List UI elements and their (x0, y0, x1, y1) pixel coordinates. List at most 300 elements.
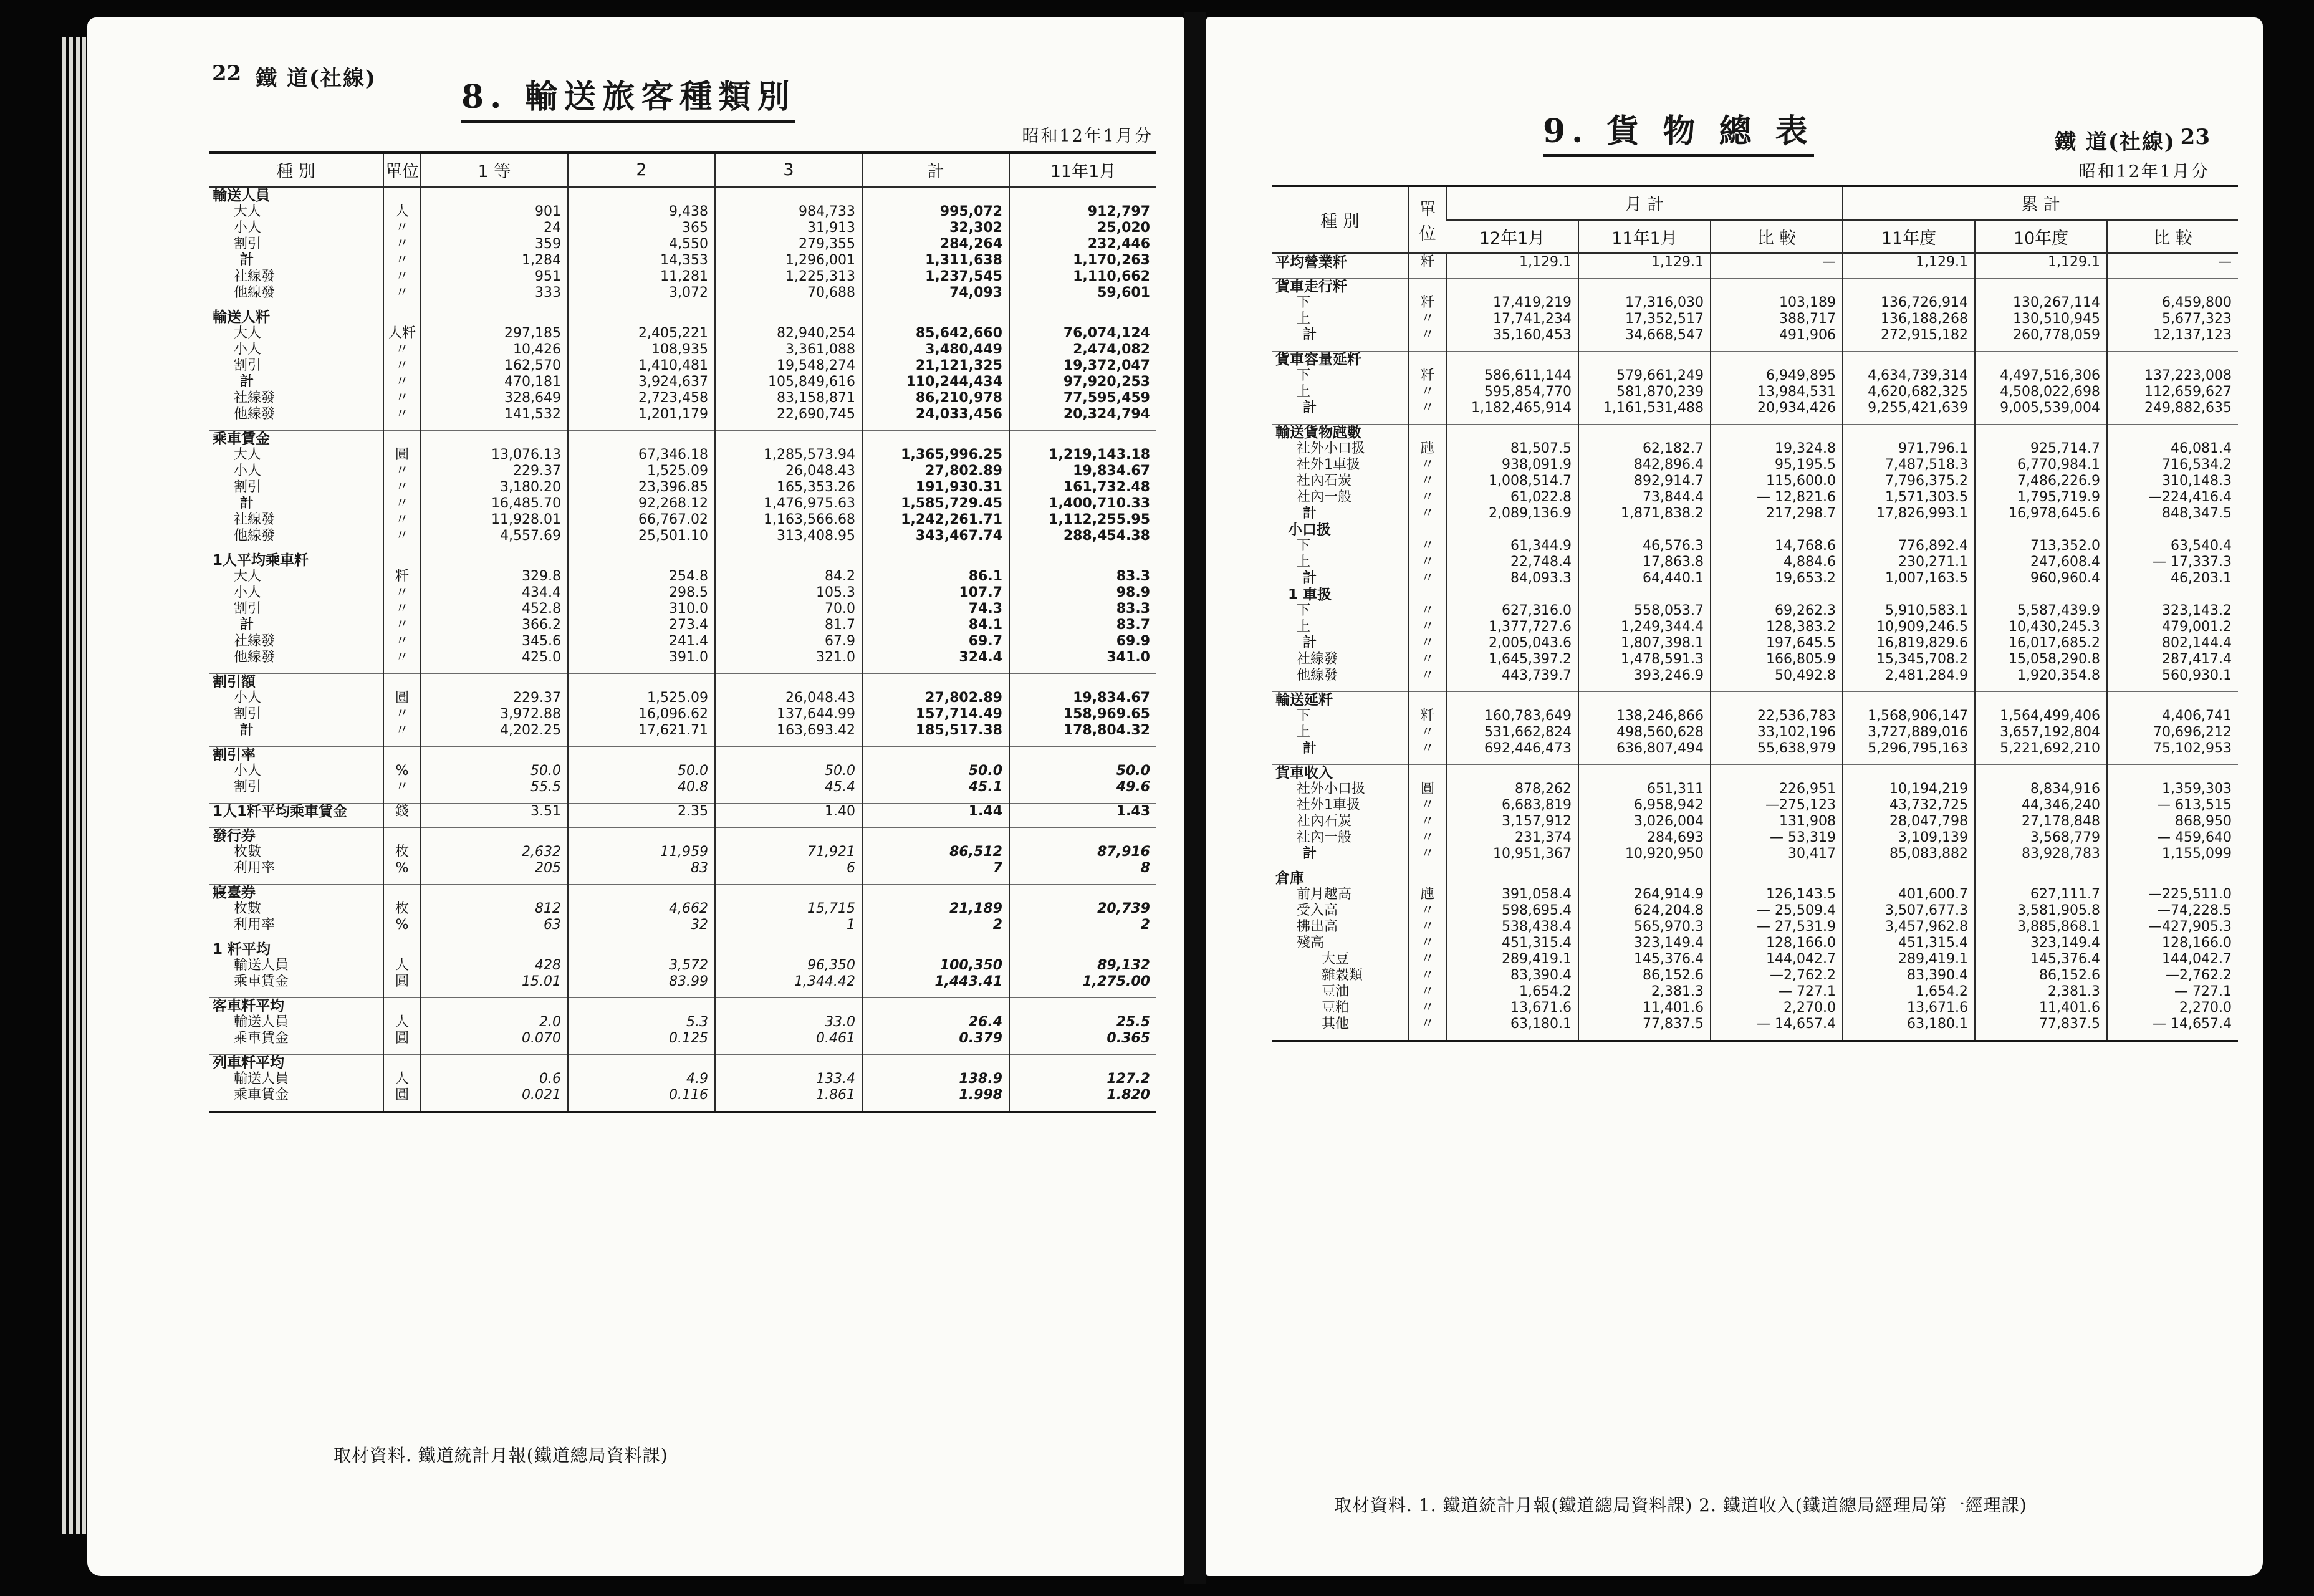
cell-value: 7,796,375.2 (1885, 473, 1969, 489)
cell-value (1010, 941, 1156, 958)
cell-value: 229.37 (513, 463, 561, 479)
cell-value: — 459,640 (2157, 830, 2232, 845)
cell-value: 69,262.3 (1775, 603, 1836, 618)
row-label: 下 (1297, 603, 1311, 618)
cell-value: 166,805.9 (1766, 651, 1836, 667)
table-row-group (1272, 870, 2238, 1041)
cell-value: 26,048.43 (785, 690, 855, 706)
cell-value: 69.9 (1116, 633, 1150, 649)
unit-cell (1409, 425, 1446, 692)
cell-value: 77,595,459 (1063, 390, 1150, 406)
cell-value: 0.365 (1107, 1031, 1150, 1046)
cell-value: 1,476,975.63 (764, 496, 855, 511)
cell-value: 802,144.4 (2162, 635, 2232, 651)
cell-value: 1,365,996.25 (901, 447, 1002, 463)
cell-value: 22,748.4 (1510, 554, 1572, 570)
cell-value: 162,570 (504, 358, 561, 373)
cell-value: 5,587,439.9 (2017, 603, 2101, 618)
column-header: 計 (862, 153, 1009, 187)
row-label: 計 (1303, 635, 1317, 651)
row-label: 割引 (234, 779, 262, 795)
cell-value: 16,485.70 (491, 496, 561, 511)
row-unit: 人 (395, 958, 409, 973)
cell-value: 1,478,591.3 (1621, 651, 1704, 667)
row-unit: 〃 (1420, 724, 1434, 740)
cell-value: —2,762.2 (2166, 968, 2232, 983)
cell-value (421, 828, 567, 844)
column-header: 11年1月 (1009, 153, 1156, 187)
row-label: 他線發 (234, 650, 276, 665)
cell-value (1447, 870, 1578, 887)
cell-value: 579,661,249 (1616, 368, 1704, 383)
cell-value: 92,268.12 (638, 496, 708, 511)
row-label: 乘車賃金 (234, 1087, 289, 1103)
cell-value: 1,129.1 (1916, 254, 1969, 270)
row-label: 大人 (234, 447, 262, 463)
row-label: 殘高 (1297, 935, 1325, 951)
cell-value: 128,166.0 (2162, 935, 2232, 951)
row-unit (1409, 587, 1446, 603)
row-label: 社線發 (1297, 651, 1338, 667)
value-cell (715, 552, 862, 674)
cell-value: 3,572 (669, 958, 708, 973)
row-unit: 粁 (1420, 295, 1434, 310)
cell-value: 6,958,942 (1634, 797, 1704, 813)
row-label: 寢臺券 (213, 885, 256, 901)
row-unit (1409, 522, 1446, 538)
cell-value: 241.4 (669, 633, 708, 649)
row-label-cell (209, 828, 383, 885)
cell-value (569, 188, 714, 204)
row-unit (384, 431, 420, 447)
row-label: 枚數 (234, 901, 262, 916)
cell-value: 232,446 (1087, 236, 1150, 252)
cell-value: — (2218, 254, 2232, 270)
value-cell (1009, 941, 1156, 998)
cell-value: — 727.1 (1779, 984, 1836, 999)
cell-value: 313,408.95 (777, 528, 855, 544)
cell-value: 1,377,727.6 (1489, 619, 1572, 635)
table-row-group (209, 187, 1156, 309)
row-label: 社內一般 (1297, 489, 1352, 505)
row-unit: 枚 (395, 901, 409, 916)
cell-value: 323,149.4 (2030, 935, 2101, 951)
cell-value: 61,344.9 (1510, 538, 1572, 554)
value-cell (715, 309, 862, 431)
column-header: 3 (715, 153, 862, 187)
cell-value: 470,181 (504, 374, 561, 390)
row-unit: 圓 (1420, 781, 1434, 797)
cell-value: 912,797 (1087, 204, 1150, 219)
cell-value: 17,863.8 (1643, 554, 1704, 570)
row-label: 下 (1297, 708, 1311, 724)
cell-value: 86.1 (968, 569, 1002, 584)
value-cell (568, 998, 715, 1055)
cell-value: 1,807,398.1 (1621, 635, 1704, 651)
cell-value: 128,166.0 (1766, 935, 1836, 951)
cell-value (716, 188, 862, 204)
cell-value (569, 674, 714, 690)
value-cell (2107, 254, 2238, 279)
cell-value: 636,807,494 (1616, 741, 1704, 756)
cell-value: 30,417 (1788, 846, 1836, 862)
row-label: 輸送人員 (234, 1071, 289, 1087)
cell-value: 0.070 (522, 1031, 561, 1046)
table-row-group (1272, 692, 2238, 765)
cell-value: 50.0 (825, 763, 855, 779)
cell-value: 83.99 (669, 974, 708, 989)
cell-value: 95,195.5 (1775, 457, 1836, 473)
cell-value: —275,123 (1765, 797, 1836, 813)
row-label: 輸送人粁 (213, 309, 270, 325)
cell-value: 19,653.2 (1775, 570, 1836, 586)
value-cell (568, 187, 715, 309)
cell-value (421, 998, 567, 1014)
cell-value: 105.3 (816, 585, 855, 600)
row-label: 上 (1297, 384, 1311, 400)
cell-value: 401,600.7 (1898, 887, 1969, 902)
value-cell (862, 309, 1009, 431)
cell-value: 2,381.3 (2048, 984, 2101, 999)
column-header: 11年度 (1843, 220, 1975, 254)
row-unit: 〃 (395, 585, 409, 600)
cell-value: 31,913 (807, 220, 855, 236)
cell-value: 598,695.4 (1502, 903, 1572, 918)
cell-value: 3,507,677.3 (1885, 903, 1969, 918)
cell-value: 100,350 (939, 958, 1002, 973)
row-label: 計 (1303, 506, 1317, 521)
cell-value: 2,632 (522, 844, 561, 860)
cell-value: 581,870,239 (1616, 384, 1704, 400)
cell-value: — 27,531.9 (1757, 919, 1836, 935)
cell-value: 131,908 (1779, 814, 1836, 829)
row-label: 輸送貨物瓲數 (1275, 425, 1361, 441)
cell-value: 10,426 (513, 342, 561, 357)
value-cell (1975, 352, 2107, 425)
cell-value: 77,837.5 (1643, 1016, 1704, 1032)
cell-value: 1.44 (968, 804, 1002, 819)
cell-value: 66,767.02 (638, 512, 708, 527)
cell-value: 1,182,465,914 (1471, 400, 1572, 416)
cell-value: 951 (535, 269, 561, 284)
value-cell (1975, 765, 2107, 870)
row-unit: 圓 (395, 974, 409, 989)
cell-value: 1,285,573.94 (764, 447, 855, 463)
table-row-group (1272, 765, 2238, 870)
cell-value: 249,882,635 (2144, 400, 2232, 416)
running-head: 鐵 道(社線) (2054, 130, 2176, 155)
cell-value: 2,723,458 (638, 390, 708, 406)
cell-value (1711, 692, 1842, 708)
cell-value (1976, 522, 2106, 538)
cell-value: 83,928,783 (2022, 846, 2101, 862)
cell-value: 1,163,566.68 (764, 512, 855, 527)
cell-value: 5,296,795,163 (1868, 741, 1969, 756)
table-row-group (1272, 279, 2238, 352)
cell-value: 98.9 (1116, 585, 1150, 600)
row-unit: 〃 (1420, 1000, 1434, 1016)
cell-value (569, 309, 714, 325)
row-label-cell (209, 674, 383, 747)
row-unit: 〃 (1420, 473, 1434, 489)
cell-value: 108,935 (651, 342, 708, 357)
cell-value (1010, 552, 1156, 569)
cell-value: 4,550 (669, 236, 708, 252)
cell-value: 4,620,682,325 (1868, 384, 1969, 400)
cell-value: 97,920,253 (1063, 374, 1150, 390)
row-label: 小人 (234, 585, 262, 600)
unit-cell (1409, 870, 1446, 1041)
row-unit: 〃 (1420, 830, 1434, 845)
table-row-group (1272, 425, 2238, 692)
book-gutter (1184, 12, 1206, 1584)
cell-value (863, 674, 1009, 690)
cell-value (716, 1055, 862, 1071)
cell-value (1010, 1055, 1156, 1071)
row-unit (384, 828, 420, 844)
cell-value: 391,058.4 (1502, 887, 1572, 902)
row-unit: 〃 (1420, 984, 1434, 999)
column-header: 種 別 (209, 153, 383, 187)
cell-value (1010, 998, 1156, 1014)
cell-value: 178,804.32 (1063, 723, 1150, 738)
cell-value (1976, 425, 2106, 441)
cell-value: 2,474,082 (1073, 342, 1150, 357)
value-cell (1009, 309, 1156, 431)
value-cell (1578, 692, 1711, 765)
cell-value: 158,969.65 (1063, 706, 1150, 722)
cell-value: 21,121,325 (915, 358, 1002, 373)
cell-value: 4,557.69 (500, 528, 561, 544)
cell-value: 205 (535, 860, 561, 876)
value-cell (1446, 425, 1578, 692)
row-label: 計 (240, 374, 254, 390)
cell-value: 45.1 (968, 779, 1002, 795)
value-cell (1711, 692, 1843, 765)
cell-value: 1,564,499,406 (2000, 708, 2101, 724)
cell-value: 925,714.7 (2030, 441, 2101, 456)
cell-value: 85,642,660 (915, 325, 1002, 341)
value-cell (862, 1055, 1009, 1112)
row-unit: 枚 (395, 844, 409, 860)
table-header-row (209, 153, 1156, 187)
table-row-group (209, 747, 1156, 804)
row-label: 輸送人員 (213, 188, 270, 204)
cell-value: 136,188,268 (1881, 311, 1969, 327)
cell-value: 231,374 (1515, 830, 1572, 845)
cell-value: 288,454.38 (1063, 528, 1150, 544)
cell-value: 45.4 (825, 779, 855, 795)
cell-value (421, 674, 567, 690)
cell-value: 82,940,254 (777, 325, 855, 341)
cell-value: 13,076.13 (491, 447, 561, 463)
cell-value (1976, 765, 2106, 781)
cell-value: 191,930.31 (915, 479, 1002, 495)
cell-value: 138.9 (959, 1071, 1002, 1087)
cell-value: 1,311,638 (925, 252, 1002, 268)
value-cell (1711, 425, 1843, 692)
cell-value: 1,525.09 (647, 690, 708, 706)
cell-value: 491,906 (1779, 327, 1836, 343)
cell-value (1579, 765, 1710, 781)
cell-value: 984,733 (799, 204, 855, 219)
row-unit: 〃 (1420, 903, 1434, 918)
row-unit: 〃 (395, 285, 409, 300)
cell-value: 69.7 (968, 633, 1002, 649)
cell-value: 692,446,473 (1484, 741, 1572, 756)
row-label: 他線發 (234, 528, 276, 544)
cell-value (1579, 425, 1710, 441)
unit-cell (1409, 692, 1446, 765)
cell-value: 10,951,367 (1493, 846, 1572, 862)
cell-value: — 613,515 (2157, 797, 2232, 813)
cell-value: 842,896.4 (1634, 457, 1704, 473)
cell-value: 3,157,912 (1502, 814, 1572, 829)
cell-value (863, 885, 1009, 901)
cell-value (716, 941, 862, 958)
cell-value: 35,160,453 (1493, 327, 1572, 343)
cell-value: 1,129.1 (1651, 254, 1704, 270)
cell-value (569, 885, 714, 901)
value-cell (1975, 279, 2107, 352)
cell-value: 161,732.48 (1063, 479, 1150, 495)
row-label: 上 (1297, 724, 1311, 740)
table-row-group (209, 1055, 1156, 1112)
cell-value: — 727.1 (2174, 984, 2232, 999)
row-label: 1人1粁平均乘車賃金 (213, 804, 348, 820)
cell-value: 67.9 (825, 633, 855, 649)
cell-value: 333 (535, 285, 561, 300)
cell-value: 388,717 (1779, 311, 1836, 327)
cell-value: 6,770,984.1 (2017, 457, 2101, 473)
cell-value: 892,914.7 (1634, 473, 1704, 489)
value-cell (1578, 352, 1711, 425)
row-unit: 〃 (1420, 489, 1434, 505)
cell-value: 83 (691, 860, 708, 876)
cell-value: 62,182.7 (1643, 441, 1704, 456)
row-unit: 〃 (1420, 603, 1434, 618)
value-cell (715, 828, 862, 885)
row-label: 社外1車扱 (1297, 457, 1360, 473)
cell-value: 32,302 (949, 220, 1002, 236)
value-cell (1578, 425, 1711, 692)
cell-value: 7,487,518.3 (1885, 457, 1969, 473)
cell-value: 17,419,219 (1493, 295, 1572, 310)
cell-value: 1.861 (816, 1087, 855, 1103)
cell-value: 498,560,628 (1616, 724, 1704, 740)
row-label: 他線發 (234, 406, 276, 422)
cell-value (421, 885, 567, 901)
value-cell (1578, 765, 1711, 870)
cell-value (1447, 425, 1578, 441)
cell-value: 287,417.4 (2162, 651, 2232, 667)
value-cell (1711, 279, 1843, 352)
cell-value (1843, 765, 1974, 781)
cell-value: 1,654.2 (1519, 984, 1572, 999)
cell-value: —224,416.4 (2148, 489, 2232, 505)
cell-value: 1,129.1 (2048, 254, 2101, 270)
cell-value: 451,315.4 (1502, 935, 1572, 951)
cell-value (1711, 279, 1842, 295)
cell-value: 86,152.6 (1643, 968, 1704, 983)
cell-value: 4,406,741 (2162, 708, 2232, 724)
value-cell (2107, 765, 2238, 870)
cell-value: 17,741,234 (1493, 311, 1572, 327)
value-cell (862, 885, 1009, 941)
cell-value: 2,089,136.9 (1489, 506, 1572, 521)
row-unit: 〃 (1420, 457, 1434, 473)
row-label: 豆粕 (1322, 1000, 1350, 1016)
cell-value: 55.5 (530, 779, 561, 795)
cell-value: 86,152.6 (2039, 968, 2101, 983)
cell-value: 2.35 (678, 804, 708, 819)
row-unit: 〃 (395, 479, 409, 495)
cell-value: 289,419.1 (1898, 951, 1969, 967)
row-unit: 〃 (395, 723, 409, 738)
cell-value: 284,264 (939, 236, 1002, 252)
row-unit: 〃 (1420, 400, 1434, 416)
cell-value: 27,802.89 (925, 463, 1002, 479)
cell-value: 7,486,226.9 (2017, 473, 2101, 489)
value-cell (715, 941, 862, 998)
cell-value: 64,440.1 (1643, 570, 1704, 586)
row-label: 計 (1303, 741, 1317, 756)
row-label: 其他 (1322, 1016, 1350, 1032)
row-label-cell (209, 941, 383, 998)
cell-value: 1,443.41 (934, 974, 1002, 989)
row-label: 乘車賃金 (234, 1031, 289, 1046)
table-row-group (209, 941, 1156, 998)
cell-value: 1,161,531,488 (1603, 400, 1704, 416)
cell-value (1711, 425, 1842, 441)
cell-value: 1,008,514.7 (1489, 473, 1572, 489)
cell-value: 70,696,212 (2153, 724, 2232, 740)
row-label: 1人平均乘車粁 (213, 552, 309, 569)
cell-value (421, 309, 567, 325)
row-label: 平均營業粁 (1275, 254, 1347, 271)
table-title-text: 貨 物 總 表 (1606, 112, 1814, 150)
source-note: 取材資料. 鐵道統計月報(鐵道總局資料課) (334, 1445, 668, 1466)
row-unit: 〃 (395, 236, 409, 252)
row-label: 前月越高 (1297, 887, 1352, 902)
cell-value: 434.4 (522, 585, 561, 600)
row-unit (384, 941, 420, 958)
row-label: 枚數 (234, 844, 262, 860)
stacked-page-edges (62, 37, 87, 1534)
cell-value (2108, 279, 2238, 295)
row-unit: 〃 (1420, 538, 1434, 554)
cell-value: 9,005,539,004 (2000, 400, 2101, 416)
cell-value: —74,228.5 (2157, 903, 2232, 918)
cell-value (1843, 425, 1974, 441)
unit-cell (383, 1055, 421, 1112)
row-label: 割引 (234, 358, 262, 373)
cell-value: 995,072 (939, 204, 1002, 219)
row-unit: 〃 (1420, 570, 1434, 586)
cell-value: 1,249,344.4 (1621, 619, 1704, 635)
cell-value: 160,783,649 (1484, 708, 1572, 724)
table-row-group (209, 431, 1156, 552)
row-label: 小人 (234, 763, 262, 779)
row-unit: 〃 (395, 358, 409, 373)
running-head: 鐵 道(社線) (256, 66, 377, 91)
cell-value: 1,654.2 (1916, 984, 1969, 999)
row-unit: 〃 (395, 463, 409, 479)
row-label: 小人 (234, 463, 262, 479)
value-cell (1009, 552, 1156, 674)
row-label: 社內一般 (1297, 830, 1352, 845)
value-cell (1578, 870, 1711, 1041)
